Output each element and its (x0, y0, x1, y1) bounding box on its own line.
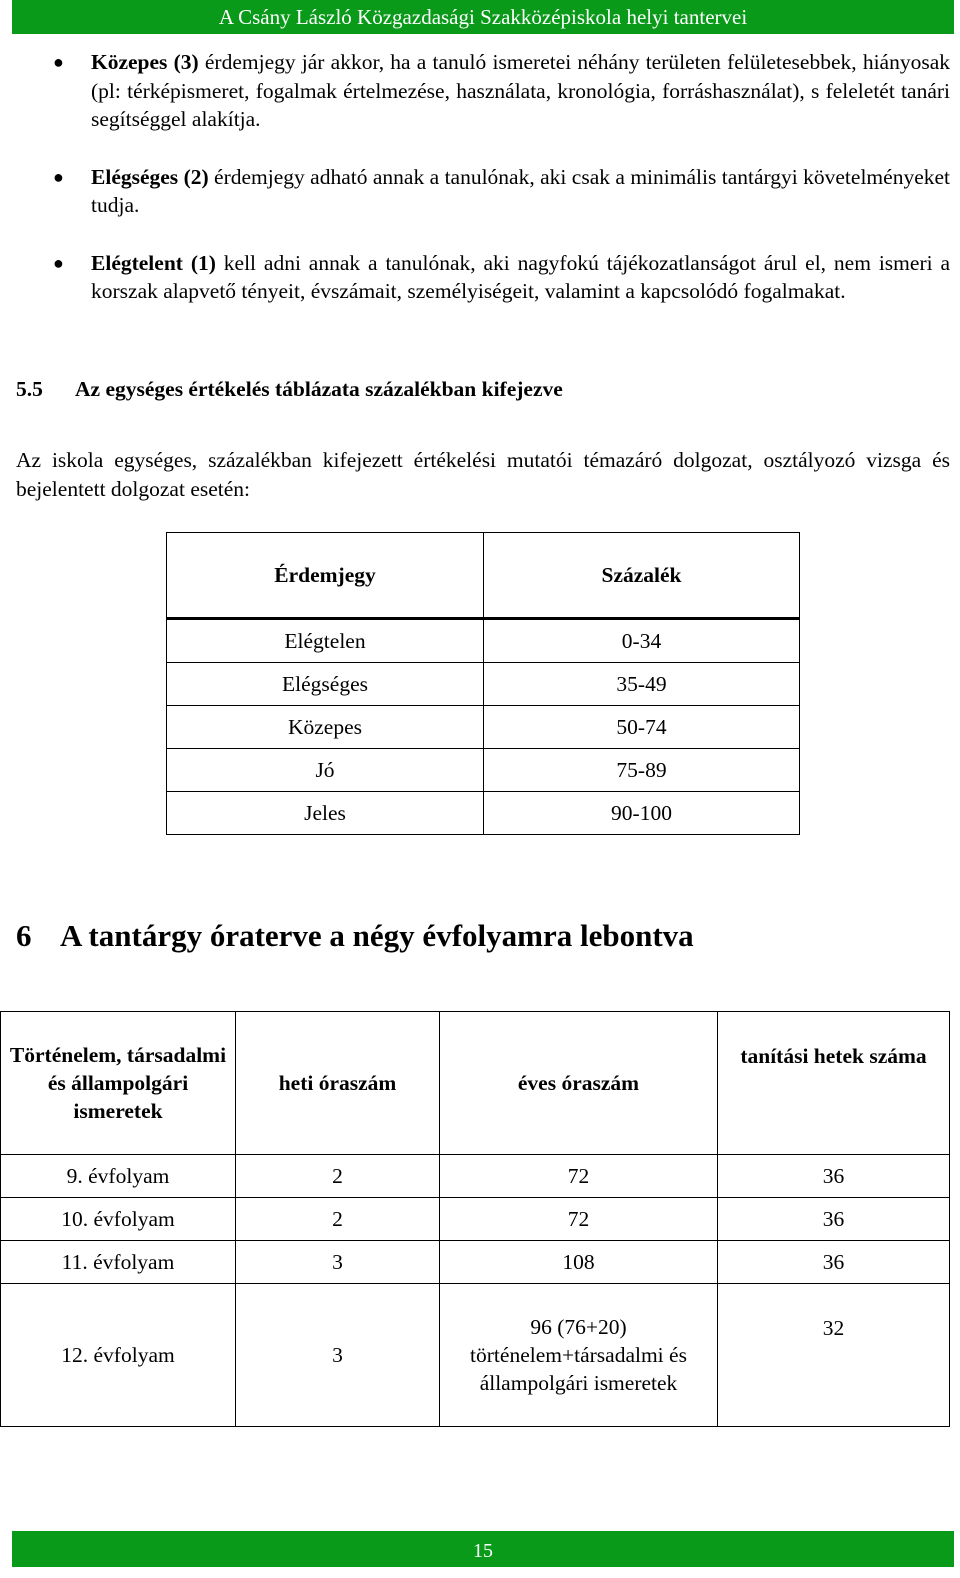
grade-criteria-list (0, 48, 960, 335)
section-title: A tantárgy óraterve a négy évfolyamra lebontva (60, 918, 694, 953)
table-cell: Elégtelen (167, 619, 484, 663)
table-row (167, 706, 800, 749)
table-cell: 75-89 (484, 749, 800, 792)
list-item (0, 249, 960, 306)
grade-term: Közepes (3) (91, 50, 199, 74)
table-row (1, 1198, 950, 1241)
grade-term: Elégtelent (1) (91, 250, 216, 275)
page-footer (12, 1531, 954, 1567)
table-row (1, 1241, 950, 1284)
table-cell: 32 (718, 1284, 950, 1427)
grade-description: érdemjegy adható annak a tanulónak, aki csak a minimális tantárgyi követelményeket tudja. (91, 164, 950, 217)
table-row (1, 1284, 950, 1427)
table-cell: 2 (236, 1155, 440, 1198)
bullet-icon: ● (53, 252, 64, 273)
section-number: 5.5 (16, 377, 43, 401)
table-header-row (1, 1012, 950, 1155)
grade-percentage-table (166, 532, 800, 835)
table-cell: 36 (718, 1155, 950, 1198)
table-cell: 11. évfolyam (1, 1241, 236, 1284)
section-heading (16, 377, 563, 402)
list-item (0, 163, 960, 220)
bullet-icon: ● (53, 52, 64, 72)
column-header: Érdemjegy (167, 533, 484, 619)
column-header: tanítási hetek száma (718, 1012, 950, 1155)
table-row (167, 749, 800, 792)
table-cell: 108 (440, 1241, 718, 1284)
column-header: heti óraszám (236, 1012, 440, 1155)
table-cell: Jó (167, 749, 484, 792)
table-cell: Közepes (167, 706, 484, 749)
table-cell: 36 (718, 1241, 950, 1284)
table-cell: 10. évfolyam (1, 1198, 236, 1241)
grade-term: Elégséges (2) (91, 164, 209, 189)
bullet-icon: ● (53, 166, 64, 187)
table-cell: Jeles (167, 792, 484, 835)
intro-paragraph: Az iskola egységes, százalékban kifejezett értékelési mutatói témazáró dolgozat, osztályozó vizsga és bejelentett dolgozat esetén: (16, 448, 950, 501)
table-cell: 35-49 (484, 663, 800, 706)
section-heading (16, 918, 694, 954)
table-row (167, 619, 800, 663)
list-item (0, 48, 960, 134)
hours-table (0, 1011, 950, 1427)
table-cell: 3 (236, 1284, 440, 1427)
table-cell: 2 (236, 1198, 440, 1241)
column-header: éves óraszám (440, 1012, 718, 1155)
table-cell: 36 (718, 1198, 950, 1241)
grade-description: érdemjegy jár akkor, ha a tanuló ismeretei néhány területen felületesebbek, hiányosak (pl: térképismeret, fogalmak értelmezése, használata, kronológia, forráshasználat), s feleletét tanári segítséggel alakítja. (91, 50, 950, 131)
table-cell: 50-74 (484, 706, 800, 749)
table-cell: 3 (236, 1241, 440, 1284)
table-row (167, 792, 800, 835)
table-cell: 0-34 (484, 619, 800, 663)
table-cell: 96 (76+20) történelem+társadalmi és állampolgári ismeretek (440, 1284, 718, 1427)
table-cell: 9. évfolyam (1, 1155, 236, 1198)
section-number: 6 (16, 918, 32, 953)
column-header: Százalék (484, 533, 800, 619)
page-number: 15 (473, 1540, 493, 1562)
column-header: Történelem, társadalmi és állampolgári ismeretek (1, 1012, 236, 1155)
table-row (1, 1155, 950, 1198)
page-header: A Csány László Közgazdasági Szakközépiskola helyi tantervei (12, 0, 954, 34)
grade-description: kell adni annak a tanulónak, aki nagyfokú tájékozatlanságot árul el, nem ismeri a korszak alapvető tényeit, évszámait, személyiségeit, valamint a kapcsolódó fogalmakat. (91, 250, 950, 303)
table-cell: 12. évfolyam (1, 1284, 236, 1427)
table-cell: Elégséges (167, 663, 484, 706)
table-cell: 90-100 (484, 792, 800, 835)
table-cell: 72 (440, 1198, 718, 1241)
section-title: Az egységes értékelés táblázata százalékban kifejezve (75, 377, 563, 401)
table-row (167, 663, 800, 706)
table-header-row (167, 533, 800, 619)
table-cell: 72 (440, 1155, 718, 1198)
